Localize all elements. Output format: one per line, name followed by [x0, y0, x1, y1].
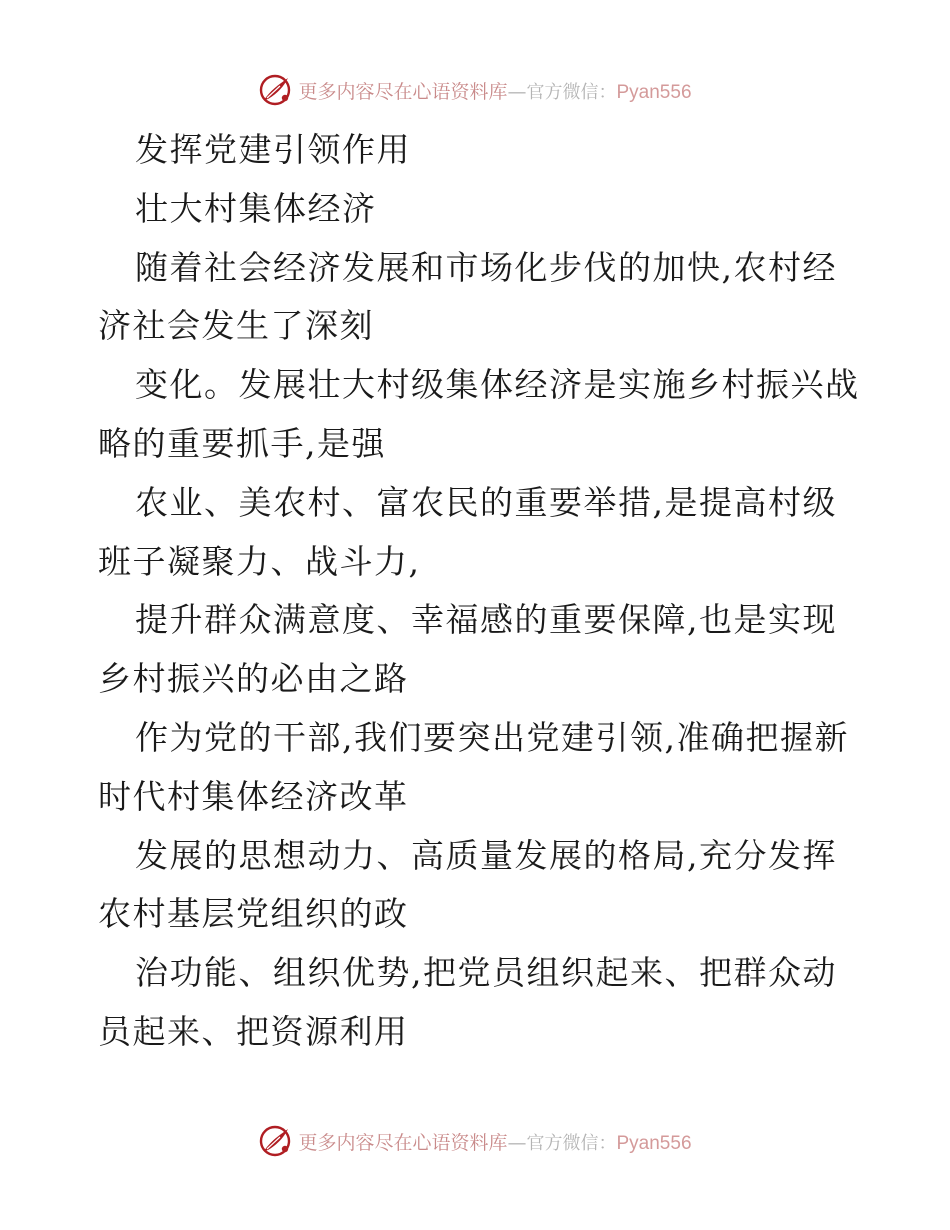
header-watermark-dash: — — [507, 80, 527, 103]
footer-watermark-dash: — — [507, 1131, 527, 1154]
document-subtitle: 壮大村集体经济 — [135, 188, 377, 228]
document-body — [98, 121, 858, 1062]
paragraph-line: 变化。发展壮大村级集体经济是实施乡村振兴战 — [135, 365, 860, 405]
footer-watermark-main: 更多内容尽在心语资料库 — [298, 1131, 508, 1154]
footer-watermark-wechat: 官方微信： — [526, 1132, 617, 1154]
paragraph-line: 发展的思想动力、高质量发展的格局,充分发挥 — [135, 835, 837, 875]
header-watermark-id: Pyan556 — [616, 81, 692, 103]
quill-logo-icon — [258, 1124, 292, 1158]
paragraph-line: 时代村集体经济改革 — [98, 776, 409, 816]
header-watermark — [0, 70, 950, 110]
paragraph-line: 乡村振兴的必由之路 — [98, 659, 409, 699]
paragraph-line: 员起来、把资源利用 — [98, 1011, 409, 1051]
header-watermark-text — [298, 77, 691, 104]
paragraph-line: 治功能、组织优势,把党员组织起来、把群众动 — [135, 953, 837, 993]
header-watermark-inner — [258, 73, 691, 107]
paragraph-line: 班子凝聚力、战斗力, — [98, 541, 421, 581]
document-title: 发挥党建引领作用 — [135, 130, 411, 169]
header-watermark-wechat: 官方微信： — [526, 81, 617, 103]
paragraph-line: 略的重要抓手,是强 — [98, 423, 386, 463]
footer-watermark-inner — [258, 1124, 691, 1158]
footer-watermark-text — [298, 1128, 691, 1155]
paragraph-line: 农村基层党组织的政 — [98, 894, 409, 934]
paragraph-line: 随着社会经济发展和市场化步伐的加快,农村经 — [135, 247, 837, 287]
paragraph-line: 农业、美农村、富农民的重要举措,是提高村级 — [135, 482, 837, 522]
footer-watermark — [0, 1121, 950, 1161]
header-watermark-main: 更多内容尽在心语资料库 — [298, 80, 508, 103]
footer-watermark-id: Pyan556 — [616, 1132, 692, 1154]
paragraph-line: 提升群众满意度、幸福感的重要保障,也是实现 — [135, 600, 837, 640]
quill-logo-icon — [258, 73, 292, 107]
paragraph-line: 济社会发生了深刻 — [98, 306, 374, 346]
paragraph-line: 作为党的干部,我们要突出党建引领,准确把握新 — [135, 717, 849, 757]
